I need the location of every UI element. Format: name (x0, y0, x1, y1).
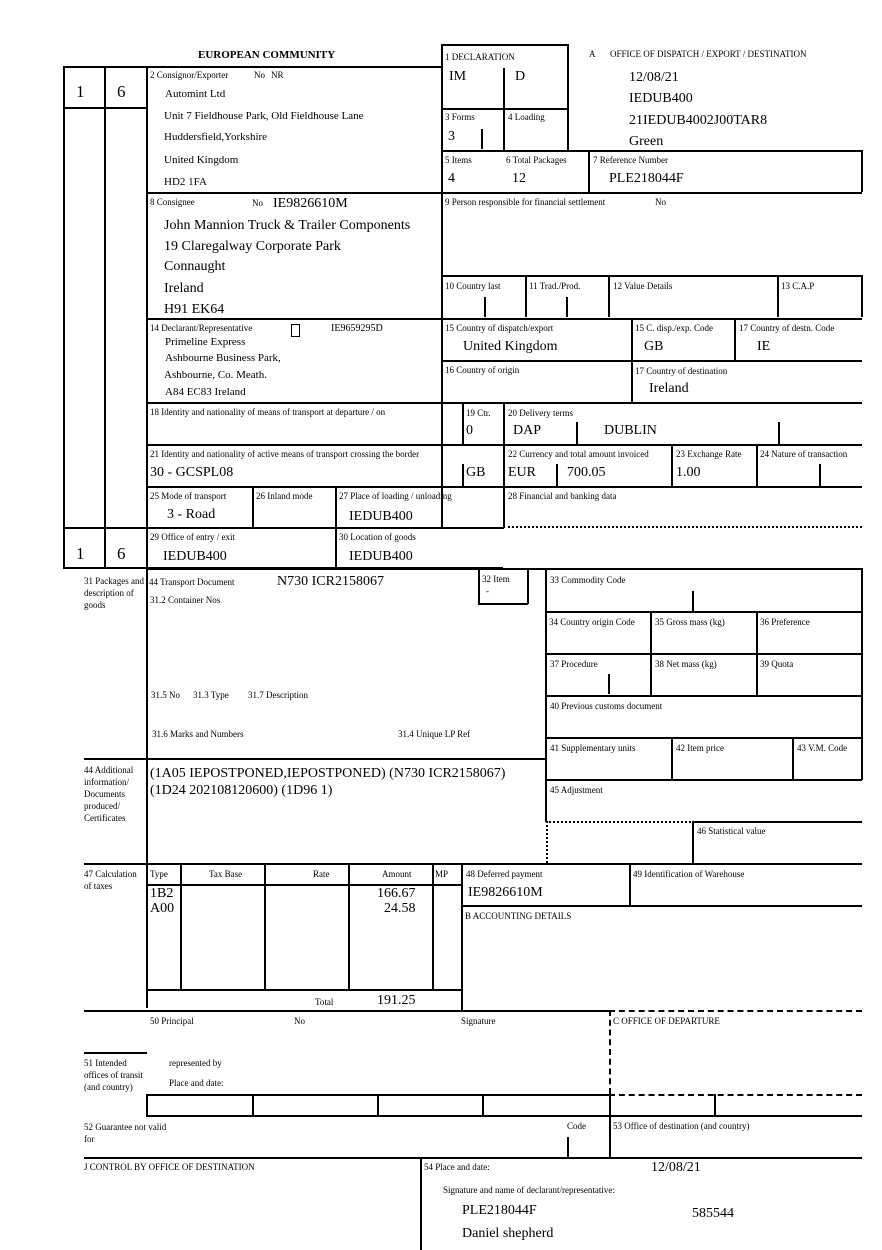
box25-label: 25 Mode of transport (150, 491, 227, 501)
box35-label: 35 Gross mass (kg) (655, 617, 725, 627)
box34-label: 34 Country origin Code (549, 617, 635, 627)
box2-label: 2 Consignor/Exporter (150, 70, 229, 80)
box48-label: 48 Deferred payment (466, 869, 543, 879)
form-divider (146, 444, 862, 446)
form-divider (525, 275, 527, 317)
boxC-label: C OFFICE OF DEPARTURE (613, 1016, 720, 1026)
copy-number-right-bottom: 6 (117, 544, 126, 563)
invoice-amount: 700.05 (567, 465, 606, 480)
form-divider (462, 402, 464, 444)
form-divider (84, 758, 546, 760)
declarant-reference: PLE218044F (462, 1203, 537, 1218)
declarant-eori: IE9659295D (331, 323, 383, 334)
box50-no-label: No (294, 1016, 305, 1026)
box31-side-label: 31 Packages and description of goods (84, 576, 144, 610)
place-of-loading: IEDUB400 (349, 509, 413, 524)
form-divider (671, 444, 673, 486)
box26-label: 26 Inland mode (256, 491, 313, 501)
box18-label: 18 Identity and nationality of means of transport at departure / on (150, 407, 386, 417)
box22-label: 22 Currency and total amount invoiced (508, 449, 649, 459)
form-divider (692, 821, 694, 863)
form-divider (545, 779, 862, 781)
form-divider (609, 1010, 611, 1094)
box23-label: 23 Exchange Rate (676, 449, 742, 459)
form-divider (484, 297, 486, 317)
consignor-name: Automint Ltd (165, 88, 226, 100)
declarant-address-1: Ashbourne Business Park, (165, 352, 281, 364)
declarant-name: Primeline Express (165, 336, 246, 348)
form-divider (63, 527, 147, 529)
box11-label: 11 Trad./Prod. (529, 281, 581, 291)
form-divider (609, 1010, 862, 1012)
box27-label: 27 Place of loading / unloading (339, 491, 452, 501)
box50-label: 50 Principal (150, 1016, 194, 1026)
transit-office-2[interactable] (377, 1094, 379, 1116)
form-divider (566, 297, 568, 317)
country-of-dispatch: United Kingdom (463, 339, 558, 354)
box12-label: 12 Value Details (613, 281, 673, 291)
form-divider (545, 737, 862, 739)
place-date-label: Place and date: (169, 1078, 224, 1088)
declarant-name-signature: Daniel shepherd (462, 1226, 554, 1241)
consignor-postcode: HD2 1FA (164, 176, 207, 188)
consignor-address-1: Unit 7 Fieldhouse Park, Old Fieldhouse Lane (164, 110, 364, 122)
form-divider (545, 653, 862, 655)
box16-label: 16 Country of origin (445, 365, 520, 375)
delivery-place: DUBLIN (604, 423, 657, 438)
declarant-address-3: A84 EC83 Ireland (165, 386, 246, 398)
form-divider (567, 44, 569, 150)
box50-signature-label: Signature (461, 1016, 496, 1026)
form-divider (778, 422, 780, 444)
country-of-destination: Ireland (649, 381, 689, 396)
box33-label: 33 Commodity Code (550, 575, 626, 585)
box43-label: 43 V.M. Code (797, 743, 848, 753)
declaration-type: IM (449, 69, 467, 84)
box54-signature-label: Signature and name of declarant/representative: (443, 1185, 615, 1195)
box14-checkbox[interactable] (291, 324, 300, 337)
form-divider (756, 444, 758, 486)
box46-label: 46 Statistical value (697, 826, 766, 836)
form-divider (777, 275, 779, 317)
form-divider (609, 1094, 862, 1096)
box53-label: 53 Office of destination (and country) (613, 1121, 750, 1131)
form-divider (792, 737, 794, 779)
form-divider (609, 1115, 611, 1157)
form-divider (545, 611, 862, 613)
box30-label: 30 Location of goods (339, 532, 416, 542)
form-divider (481, 129, 483, 149)
box44-side-label: 44 Additional information/ Documents produced/ Certificates (84, 765, 134, 823)
boxB-label: B ACCOUNTING DETAILS (465, 911, 572, 921)
box2-no-value: NR (271, 70, 284, 80)
form-divider (861, 150, 863, 192)
package-no-label: 31.5 No (151, 690, 180, 700)
form-divider (609, 1094, 611, 1116)
marks-numbers-label: 31.6 Marks and Numbers (152, 729, 244, 739)
office-of-entry: IEDUB400 (163, 549, 227, 564)
box1-label: 1 DECLARATION (445, 52, 515, 62)
package-type-label: 31.3 Type (193, 690, 229, 700)
box7-label: 7 Reference Number (593, 155, 668, 165)
form-divider (861, 275, 863, 317)
form-divider (503, 568, 862, 570)
box14-label: 14 Declarant/Representative (150, 323, 253, 333)
box19-label: 19 Ctr. (466, 408, 491, 418)
form-divider (546, 821, 694, 823)
tax-row-2-type: A00 (150, 901, 175, 916)
declaration-subtype: D (515, 69, 526, 84)
form-divider (146, 318, 862, 320)
route-status: Green (629, 134, 664, 149)
form-divider (692, 591, 694, 611)
form-divider (588, 150, 590, 192)
box8-label: 8 Consignee (150, 197, 195, 207)
form-divider (441, 108, 568, 110)
copy-number-left: 1 (76, 82, 85, 101)
mrn: 21IEDUB4002J00TAR8 (629, 113, 768, 128)
tax-row-2-amount: 24.58 (384, 901, 416, 916)
box40-label: 40 Previous customs document (550, 701, 663, 711)
box52-code-label: Code (567, 1121, 586, 1131)
box39-label: 39 Quota (760, 659, 794, 669)
form-divider (432, 863, 434, 989)
delivery-term: DAP (513, 423, 542, 438)
form-divider (478, 603, 528, 605)
location-of-goods: IEDUB400 (349, 549, 413, 564)
additional-info-line-1: (1A05 IEPOSTPONED,IEPOSTPONED) (N730 ICR2158067) (150, 766, 506, 781)
copy-number-left-bottom: 1 (76, 544, 85, 563)
form-divider (180, 863, 182, 989)
form-divider (714, 1094, 716, 1116)
box8-no-label: No (252, 198, 263, 208)
tax-row-1-type: 1B2 (150, 886, 174, 901)
copy-number-right: 6 (117, 82, 126, 101)
form-divider (608, 674, 610, 694)
form-divider (441, 44, 443, 528)
box13-label: 13 C.A.P (781, 281, 815, 291)
declaration-date: 12/08/21 (651, 1160, 701, 1175)
transport-doc-label: 44 Transport Document (149, 577, 235, 587)
box15-label: 15 Country of dispatch/export (445, 323, 554, 333)
form-divider (146, 66, 442, 68)
represented-by-label: represented by (169, 1058, 222, 1068)
tax-col-amount: Amount (382, 869, 412, 879)
tax-total-label: Total (315, 997, 334, 1007)
form-divider (84, 1157, 862, 1159)
box17c-label: 17 Country of destn. Code (739, 323, 835, 333)
form-divider (478, 568, 480, 604)
form-divider (348, 863, 350, 989)
box47-side-label: 47 Calculation of taxes (84, 869, 137, 891)
declarant-address-2: Ashbourne, Co. Meath. (164, 369, 267, 381)
invoice-currency: EUR (508, 465, 536, 480)
box38-label: 38 Net mass (kg) (655, 659, 717, 669)
destination-code: IE (757, 339, 771, 354)
form-divider (461, 905, 862, 907)
deferred-payment-account: IE9826610M (468, 885, 543, 900)
box52-side-label: 52 Guarantee not valid for (84, 1122, 167, 1144)
box9-no-label: No (655, 197, 666, 207)
box45-label: 45 Adjustment (550, 785, 603, 795)
tax-row-1-amount: 166.67 (377, 886, 416, 901)
tax-col-base: Tax Base (209, 869, 243, 879)
form-divider (146, 568, 148, 1008)
form-divider (462, 464, 464, 486)
box6-label: 6 Total Packages (506, 155, 567, 165)
box5-label: 5 Items (445, 155, 472, 165)
form-divider (556, 464, 558, 486)
consignee-name: John Mannion Truck & Trailer Components (164, 218, 411, 233)
form-divider (84, 1052, 147, 1054)
form-divider (84, 1010, 612, 1012)
consignor-address-2: Huddersfield,Yorkshire (164, 131, 268, 143)
office-code: IEDUB400 (629, 91, 693, 106)
form-divider (441, 150, 862, 152)
box54-label: 54 Place and date: (424, 1162, 490, 1172)
form-divider (146, 1115, 862, 1117)
box2-no-label: No (254, 70, 265, 80)
box3-label: 3 Forms (445, 112, 475, 122)
form-divider (576, 422, 578, 444)
items-count: 4 (448, 171, 455, 186)
form-divider (252, 486, 254, 528)
boxJ-label: J CONTROL BY OFFICE OF DESTINATION (84, 1162, 255, 1172)
form-divider (441, 44, 568, 46)
mode-of-transport: 3 - Road (167, 507, 216, 522)
tax-col-mp: MP (435, 869, 449, 879)
container-nos-label: 31.2 Container Nos (150, 595, 221, 605)
form-divider (671, 737, 673, 779)
form-divider (608, 275, 610, 317)
declarant-number: 585544 (692, 1206, 734, 1221)
form-divider (441, 360, 862, 362)
box32-label: 32 Item (482, 574, 510, 584)
box24-label: 24 Nature of transaction (760, 449, 848, 459)
box37-label: 37 Procedure (550, 659, 598, 669)
form-title: EUROPEAN COMMUNITY (198, 49, 336, 61)
description-label: 31.7 Description (248, 690, 308, 700)
form-divider (146, 989, 462, 991)
form-divider (861, 568, 863, 780)
box36-label: 36 Preference (760, 617, 810, 627)
form-divider (546, 821, 548, 863)
box15c-label: 15 C. disp./exp. Code (635, 323, 713, 333)
form-divider (264, 863, 266, 989)
form-divider (441, 275, 862, 277)
form-divider (692, 821, 862, 823)
box51-side-label: 51 Intended offices of transit (and country) (84, 1058, 143, 1092)
form-divider (84, 863, 862, 865)
form-divider (146, 1094, 148, 1116)
box29-label: 29 Office of entry / exit (150, 532, 236, 542)
form-divider (146, 192, 862, 194)
form-divider (819, 464, 821, 486)
box49-label: 49 Identification of Warehouse (633, 869, 745, 879)
form-divider (146, 527, 504, 529)
consignee-address-1: 19 Claregalway Corporate Park (164, 239, 341, 254)
consignor-country: United Kingdom (164, 154, 239, 166)
border-transport-id: 30 - GCSPL08 (150, 465, 234, 480)
consignee-region: Connaught (164, 259, 226, 274)
tax-col-rate: Rate (313, 869, 330, 879)
form-divider (503, 402, 505, 528)
reference-number: PLE218044F (609, 171, 684, 186)
form-divider (503, 526, 862, 528)
consignee-country: Ireland (164, 281, 204, 296)
transport-doc-value: N730 ICR2158067 (277, 574, 384, 589)
office-date: 12/08/21 (629, 70, 679, 85)
box21-label: 21 Identity and nationality of active means of transport crossing the border (150, 449, 420, 459)
total-packages: 12 (512, 171, 526, 186)
additional-info-line-2: (1D24 202108120600) (1D96 1) (150, 783, 333, 798)
unique-lp-ref-label: 31.4 Unique LP Ref (398, 729, 471, 739)
form-divider (420, 1157, 422, 1250)
boxA-letter: A (589, 49, 596, 59)
form-divider (63, 66, 65, 568)
exchange-rate: 1.00 (676, 465, 701, 480)
box17-label: 17 Country of destination (635, 366, 728, 376)
form-divider (146, 66, 148, 568)
container-indicator: 0 (466, 423, 473, 438)
box9-label: 9 Person responsible for financial settlement (445, 197, 606, 207)
form-divider (567, 1137, 569, 1157)
consignee-postcode: H91 EK64 (164, 302, 225, 317)
box4-label: 4 Loading (508, 112, 545, 122)
boxA-title: OFFICE OF DISPATCH / EXPORT / DESTINATION (610, 49, 807, 59)
box42-label: 42 Item price (676, 743, 724, 753)
item-number: - (486, 586, 489, 596)
box10-label: 10 Country last (445, 281, 501, 291)
box28-label: 28 Financial and banking data (508, 491, 617, 501)
transit-office-1[interactable] (252, 1094, 254, 1116)
tax-total-value: 191.25 (377, 993, 416, 1008)
transit-office-3[interactable] (482, 1094, 484, 1116)
form-divider (629, 863, 631, 905)
box20-label: 20 Delivery terms (508, 408, 573, 418)
box41-label: 41 Supplementary units (550, 743, 636, 753)
consignee-eori: IE9826610M (273, 196, 348, 211)
dispatch-code: GB (644, 339, 664, 354)
border-transport-nationality: GB (466, 465, 486, 480)
form-divider (527, 568, 529, 604)
form-divider (734, 318, 736, 360)
form-divider (545, 695, 862, 697)
forms-count: 3 (448, 129, 455, 144)
form-divider (146, 568, 546, 570)
tax-col-type: Type (150, 869, 168, 879)
form-divider (104, 66, 106, 568)
